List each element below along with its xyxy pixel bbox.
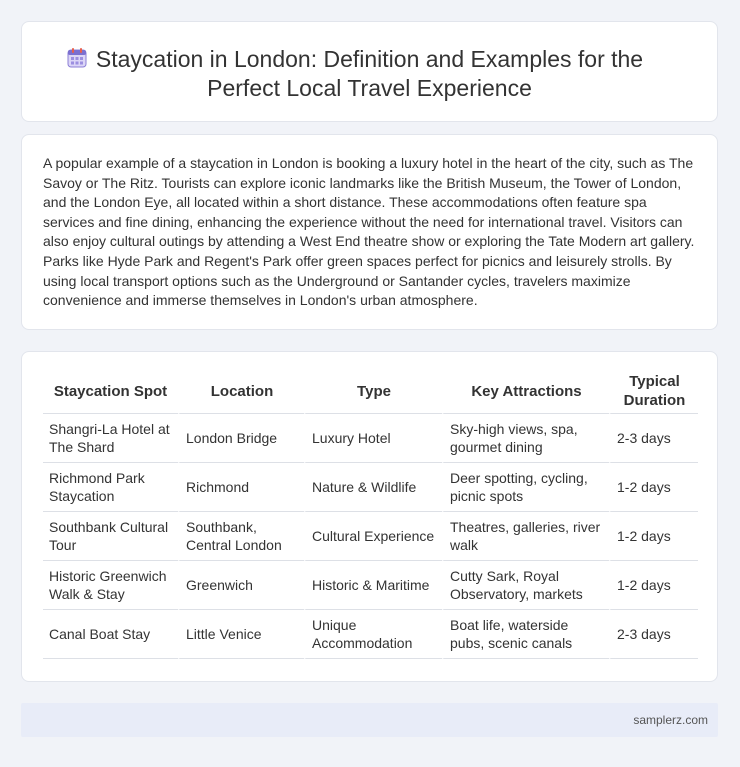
cell-attractions: Theatres, galleries, river walk xyxy=(442,512,609,561)
cell-type: Unique Accommodation xyxy=(304,610,442,659)
table-row xyxy=(43,512,698,561)
cell-spot: Richmond Park Staycation xyxy=(43,463,178,512)
cell-spot: Southbank Cultural Tour xyxy=(43,512,178,561)
cell-attractions: Sky-high views, spa, gourmet dining xyxy=(442,414,609,463)
cell-location: Southbank, Central London xyxy=(178,512,304,561)
cell-duration: 1-2 days xyxy=(609,463,698,512)
cell-attractions: Boat life, waterside pubs, scenic canals xyxy=(442,610,609,659)
column-header-attractions: Key Attractions xyxy=(442,369,609,414)
cell-spot: Historic Greenwich Walk & Stay xyxy=(43,561,178,610)
intro-card xyxy=(21,134,718,330)
cell-location: Little Venice xyxy=(178,610,304,659)
intro-paragraph: A popular example of a staycation in London is booking a luxury hotel in the heart of the city, such as The Savoy or The Ritz. Tourists can explore iconic landmarks like the British Museum, the Tower of London, and the London Eye, all located within a short distance. These accommodations often feature spa services and fine dining, enhancing the experience without the need for international travel. Visitors can also enjoy cultural outings by attending a West End theatre show or exploring the Tate Modern art gallery. Parks like Hyde Park and Regent's Park offer green spaces perfect for picnics and leisurely strolls. By using local transport options such as the Underground or Santander cycles, travelers maximize convenience and immerse themselves in London's urban atmosphere. xyxy=(43,155,695,309)
column-header-duration: Typical Duration xyxy=(609,369,698,414)
cell-type: Nature & Wildlife xyxy=(304,463,442,512)
column-header-spot: Staycation Spot xyxy=(43,369,178,414)
footer-bar xyxy=(21,703,718,737)
cell-spot: Canal Boat Stay xyxy=(43,610,178,659)
cell-location: Richmond xyxy=(178,463,304,512)
column-header-type: Type xyxy=(304,369,442,414)
page-title-line-2: Perfect Local Travel Experience xyxy=(207,75,532,101)
cell-type: Luxury Hotel xyxy=(304,414,442,463)
table-row xyxy=(43,610,698,659)
cell-type: Cultural Experience xyxy=(304,512,442,561)
table-header-row xyxy=(43,369,698,414)
cell-duration: 1-2 days xyxy=(609,512,698,561)
table-row xyxy=(43,561,698,610)
cell-duration: 2-3 days xyxy=(609,610,698,659)
cell-spot: Shangri-La Hotel at The Shard xyxy=(43,414,178,463)
cell-duration: 2-3 days xyxy=(609,414,698,463)
staycation-table xyxy=(43,369,698,659)
page-title-line-1: Staycation in London: Definition and Examples for the xyxy=(95,46,644,72)
page-title xyxy=(22,45,717,103)
cell-type: Historic & Maritime xyxy=(304,561,442,610)
title-card xyxy=(21,21,718,122)
table-row xyxy=(43,414,698,463)
footer-site-link[interactable]: samplerz.com xyxy=(633,713,708,727)
cell-location: Greenwich xyxy=(178,561,304,610)
cell-attractions: Cutty Sark, Royal Observatory, markets xyxy=(442,561,609,610)
table-row xyxy=(43,463,698,512)
cell-location: London Bridge xyxy=(178,414,304,463)
column-header-location: Location xyxy=(178,369,304,414)
cell-duration: 1-2 days xyxy=(609,561,698,610)
table-card xyxy=(21,351,718,682)
cell-attractions: Deer spotting, cycling, picnic spots xyxy=(442,463,609,512)
